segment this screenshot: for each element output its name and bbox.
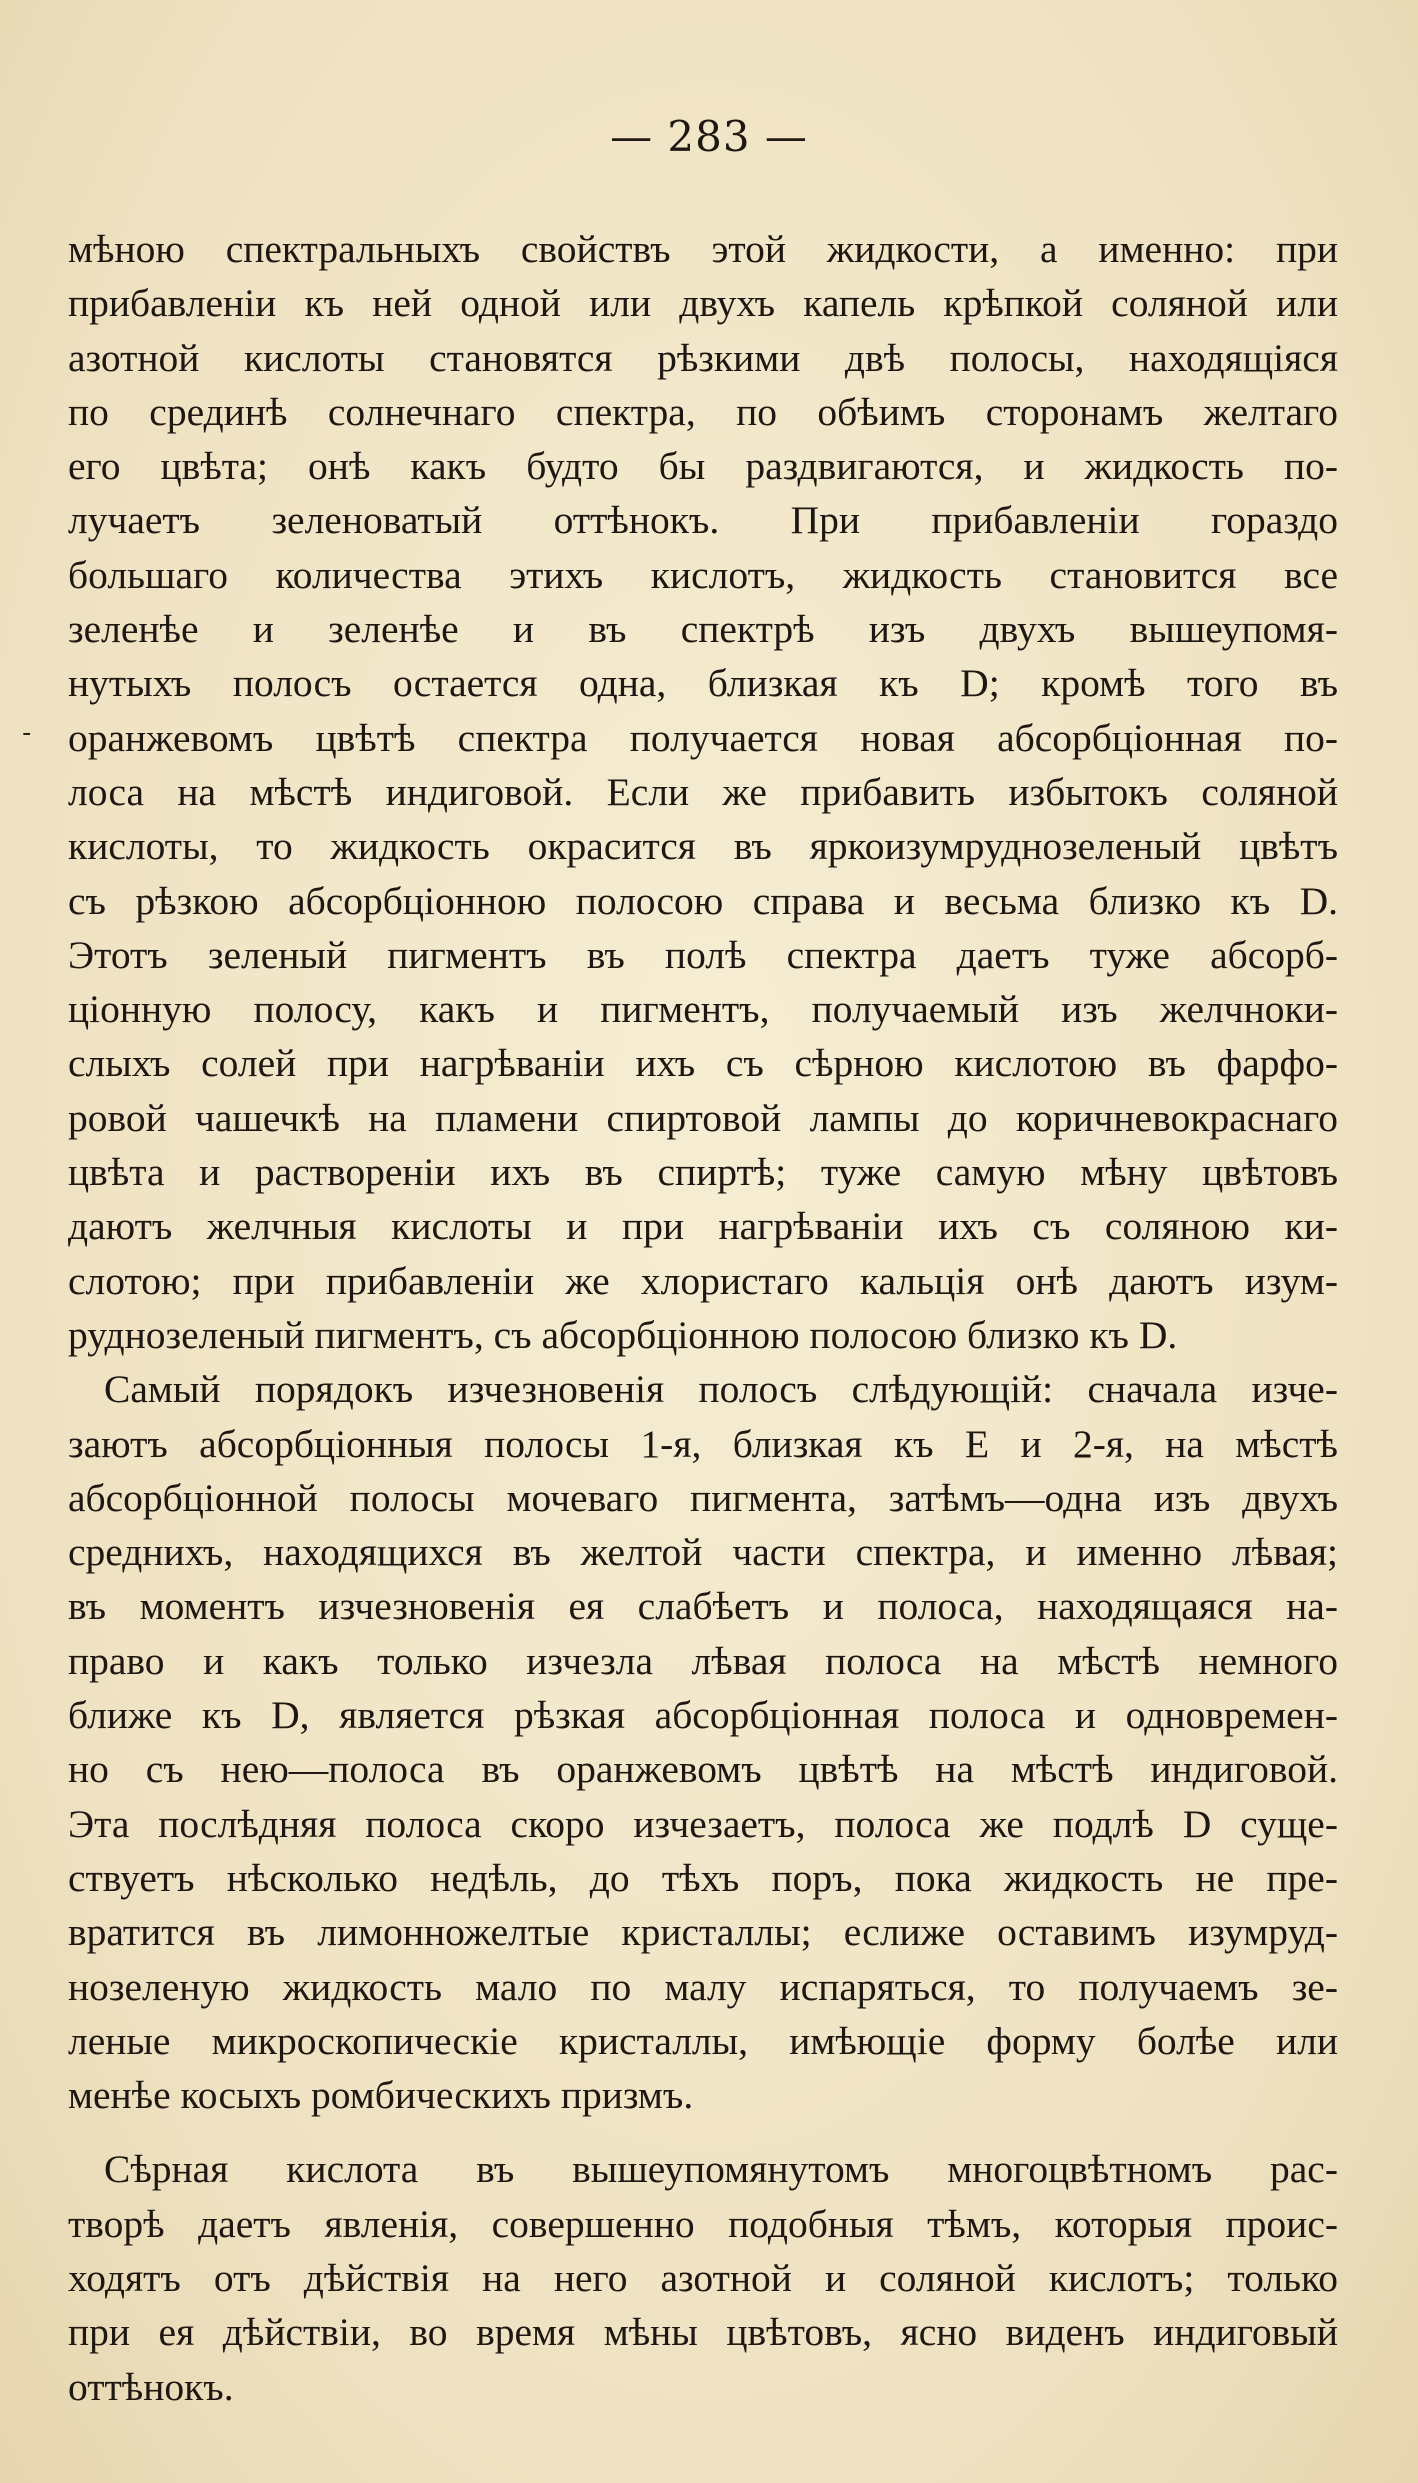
text-line: лучаетъ зеленоватый оттѣнокъ. При прибавленiи гораздо [68, 498, 1338, 543]
text-line: оранжевомъ цвѣтѣ спектра получается новая абсорбцiонная по- [68, 715, 1338, 760]
text-line: абсорбцiонной полосы мочеваго пигмента, затѣмъ—одна изъ двухъ [68, 1475, 1338, 1520]
text-line: вратится въ лимонножелтые кристаллы; еслиже оставимъ изумруд- [68, 1910, 1338, 1955]
text-line: зеленѣе и зеленѣе и въ спектрѣ изъ двухъ вышеупомя- [68, 607, 1338, 652]
text-line: цiонную полосу, какъ и пигментъ, получаемый изъ желчноки- [68, 987, 1338, 1032]
text-line: его цвѣта; онѣ какъ будто бы раздвигаются, и жидкость по- [68, 444, 1338, 489]
text-line: нутыхъ полосъ остается одна, близкая къ D; кромѣ того въ [68, 661, 1338, 706]
text-line: ходятъ отъ дѣйствiя на него азотной и соляной кислотъ; только [68, 2255, 1338, 2300]
page-number: — 283 — [610, 112, 808, 161]
text-line: право и какъ только изчезла лѣвая полоса на мѣстѣ немного [68, 1638, 1338, 1683]
paragraph-spectral-properties [68, 222, 1338, 1362]
text-line: Этотъ зеленый пигментъ въ полѣ спектра даетъ туже абсорб- [68, 932, 1338, 977]
text-line: леные микроскопическiе кристаллы, имѣющiе форму болѣе или [68, 2018, 1338, 2063]
text-line: ствуетъ нѣсколько недѣль, до тѣхъ поръ, пока жидкость не пре- [68, 1855, 1338, 1900]
text-line: заютъ абсорбцiонныя полосы 1-я, близкая къ E и 2-я, на мѣстѣ [68, 1421, 1338, 1466]
text-line: слотою; при прибавленiи же хлористаго кальцiя онѣ даютъ изум- [68, 1258, 1338, 1303]
text-line: азотной кислоты становятся рѣзкими двѣ полосы, находящiяся [68, 335, 1338, 380]
text-line: даютъ желчныя кислоты и при нагрѣванiи ихъ съ соляною ки- [68, 1204, 1338, 1249]
text-line: творѣ даетъ явленiя, совершенно подобныя тѣмъ, которыя проис- [68, 2201, 1338, 2246]
text-line: Эта послѣдняя полоса скоро изчезаетъ, полоса же подлѣ D суще- [68, 1801, 1338, 1846]
text-line: менѣе косыхъ ромбическихъ призмъ. [68, 2073, 694, 2118]
text-line: лоса на мѣстѣ индиговой. Если же прибавить избытокъ соляной [68, 769, 1338, 814]
text-line: Сѣрная кислота въ вышеупомянутомъ многоцвѣтномъ рас- [104, 2147, 1338, 2192]
text-line: оттѣнокъ. [68, 2364, 234, 2409]
text-line: по срединѣ солнечнаго спектра, по обѣимъ сторонамъ желтаго [68, 389, 1338, 434]
text-line: руднозеленый пигментъ, съ абсорбцiонною полосою близко къ D. [68, 1312, 1178, 1357]
text-line: большаго количества этихъ кислотъ, жидкость становится все [68, 552, 1338, 597]
text-line: прибавленiи къ ней одной или двухъ капель крѣпкой соляной или [68, 281, 1338, 326]
text-line: въ моментъ изчезновенiя ея слабѣетъ и полоса, находящаяся на- [68, 1584, 1338, 1629]
text-line: ровой чашечкѣ на пламени спиртовой лампы до коричневокраснаго [68, 1095, 1338, 1140]
body-text [68, 222, 1338, 2414]
paragraph-sulfuric-acid [68, 2142, 1338, 2413]
text-line: нозеленую жидкость мало по малу испаряться, то получаемъ зе- [68, 1964, 1338, 2009]
text-line: но съ нею—полоса въ оранжевомъ цвѣтѣ на мѣстѣ индиговой. [68, 1747, 1338, 1792]
text-line: цвѣта и растворенiи ихъ въ спиртѣ; туже самую мѣну цвѣтовъ [68, 1150, 1338, 1195]
text-line: мѣною спектральныхъ свойствъ этой жидкости, а именно: при [68, 227, 1338, 271]
text-line: среднихъ, находящихся въ желтой части спектра, и именно лѣвая; [68, 1530, 1338, 1575]
text-line: при ея дѣйствiи, во время мѣны цвѣтовъ, ясно виденъ индиговый [68, 2310, 1338, 2355]
paragraph-gap [68, 2122, 1338, 2142]
text-line: ближе къ D, является рѣзкая абсорбцiонная полоса и одновремен- [68, 1693, 1338, 1738]
text-line: Самый порядокъ изчезновенiя полосъ слѣдующiй: сначала изче- [104, 1367, 1338, 1412]
margin-mark: - [22, 718, 32, 748]
text-line: кислоты, то жидкость окрасится въ яркоизумруднозеленый цвѣтъ [68, 824, 1338, 869]
text-line: съ рѣзкою абсорбцiонною полосою справа и весьма близко къ D. [68, 878, 1338, 923]
paragraph-disappearance-order [68, 1362, 1338, 2122]
text-line: слыхъ солей при нагрѣванiи ихъ съ сѣрною кислотою въ фарфо- [68, 1041, 1338, 1086]
